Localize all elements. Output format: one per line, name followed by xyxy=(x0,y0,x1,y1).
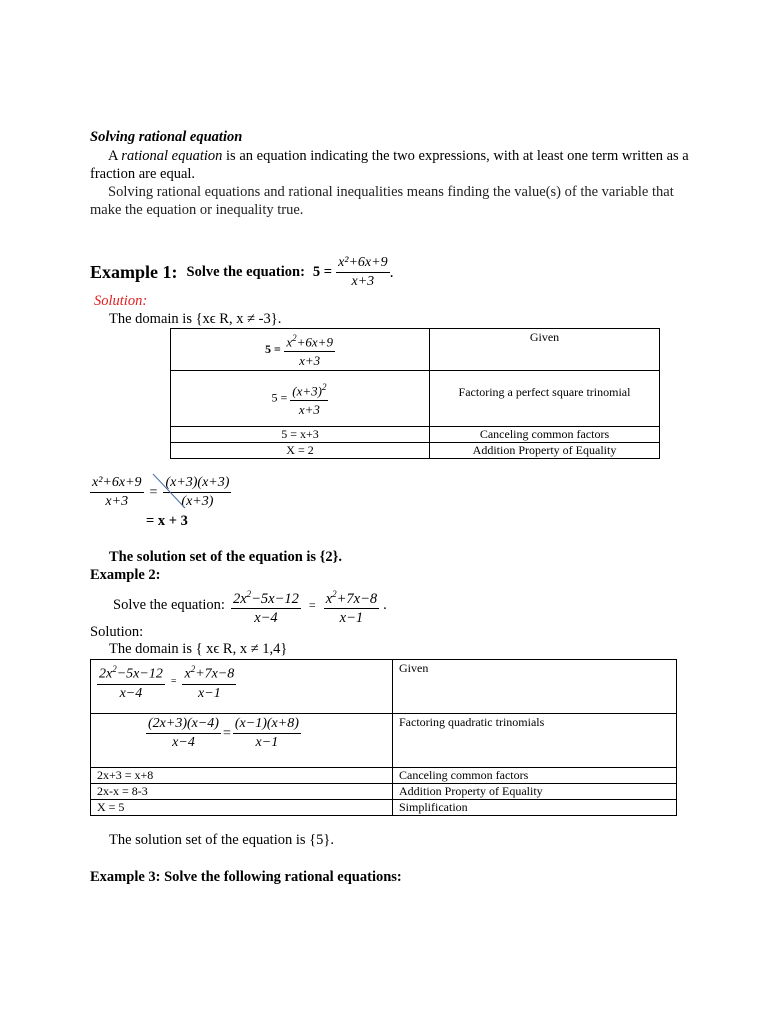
table-row xyxy=(91,784,677,800)
example2-steps-table xyxy=(90,659,677,816)
example2-solution-set: The solution set of the equation is {5}. xyxy=(109,832,334,848)
table-row xyxy=(91,660,677,714)
step-cell: X = 5 xyxy=(91,800,393,816)
example1-denominator: x+3 xyxy=(351,274,375,289)
table-row xyxy=(91,768,677,784)
table-row xyxy=(91,714,677,768)
example2-prompt: Solve the equation: xyxy=(113,597,225,614)
intro-paragraph-2: Solving rational equations and rational inequalities means finding the value(s) of the variable that make the equation or inequality true. xyxy=(90,184,674,218)
step-cell: X = 2 xyxy=(171,443,430,459)
step-cell: 5 = $\frac{x^2+6x+9}{x+3}$ xyxy=(171,329,430,371)
step-cell: 5 = $\frac{(x+3)^2}{x+3}$ xyxy=(171,371,430,427)
reason-cell: Factoring a perfect square trinomial xyxy=(430,371,660,427)
example1-header: Example 1: Solve the equation: 5 = $\frac{\text{x²+6x+9}}{x+3}$ . xyxy=(90,255,394,289)
step-cell: $\frac{2x^2-5x-12}{x-4}$ = $\frac{x^2+7x-8}{x-1}$ xyxy=(91,660,393,714)
example1-solution-label: Solution: xyxy=(94,293,148,309)
example1-domain: The domain is {xϵ R, x ≠ -3}. xyxy=(109,311,282,327)
reason-cell: Canceling common factors xyxy=(393,768,677,784)
example1-working: $\frac{\text{x²+6x+9}}{x+3}$ = $\frac{(x+3)(x+3)}{(x+3)}$ xyxy=(90,474,231,511)
reason-cell: Canceling common factors xyxy=(430,427,660,443)
cancel-slash-icon xyxy=(149,472,189,512)
work-rhs-denominator: (x+3) xyxy=(181,494,214,509)
example3-label: Example 3: Solve the following rational equations: xyxy=(90,869,402,885)
reason-cell: Addition Property of Equality xyxy=(430,443,660,459)
reason-cell: Given xyxy=(393,660,677,714)
example1-work-result: = x + 3 xyxy=(146,513,188,529)
step-cell: 5 = x+3 xyxy=(171,427,430,443)
table-row xyxy=(171,427,660,443)
example2-solution-label: Solution: xyxy=(90,624,144,640)
example1-numerator: x²+6x+9 xyxy=(336,254,390,273)
work-numerator: x²+6x+9 xyxy=(90,474,144,493)
example2-equation: Solve the equation: $\frac{2x^2-5x-12}{x-4}$ = $\frac{x^2+7x-8}{x-1}$ . xyxy=(113,585,387,627)
step-cell: $\frac{(2x+3)(x-4)}{x-4}$ = $\frac{(x-1)(x+8)}{x-1}$ xyxy=(91,714,393,768)
table-row xyxy=(171,443,660,459)
table-row xyxy=(171,371,660,427)
reason-cell: Simplification xyxy=(393,800,677,816)
example1-steps-table xyxy=(170,328,660,459)
section-heading: Solving rational equation xyxy=(90,129,243,145)
intro-paragraph-1: A rational equation is an equation indicating the two expressions, with at least one term written as a fraction are equal. xyxy=(90,148,689,182)
example1-lhs: 5 = xyxy=(312,264,333,280)
example1-label: Example 1: xyxy=(90,262,178,282)
step-cell: 2x+3 = x+8 xyxy=(91,768,393,784)
step-cell: 2x-x = 8-3 xyxy=(91,784,393,800)
reason-cell: Addition Property of Equality xyxy=(393,784,677,800)
table-row xyxy=(171,329,660,371)
reason-cell: Factoring quadratic trinomials xyxy=(393,714,677,768)
reason-cell: Given xyxy=(430,329,660,371)
work-denominator: x+3 xyxy=(105,494,129,509)
example1-fraction xyxy=(336,254,390,291)
table-row xyxy=(91,800,677,816)
work-rhs-numerator: (x+3)(x+3) xyxy=(163,474,231,493)
example1-solution-set: The solution set of the equation is {2}. xyxy=(109,549,342,565)
example1-prompt: Solve the equation: xyxy=(186,264,305,280)
example2-label: Example 2: xyxy=(90,567,161,583)
example2-domain: The domain is { xϵ R, x ≠ 1,4} xyxy=(109,641,288,657)
